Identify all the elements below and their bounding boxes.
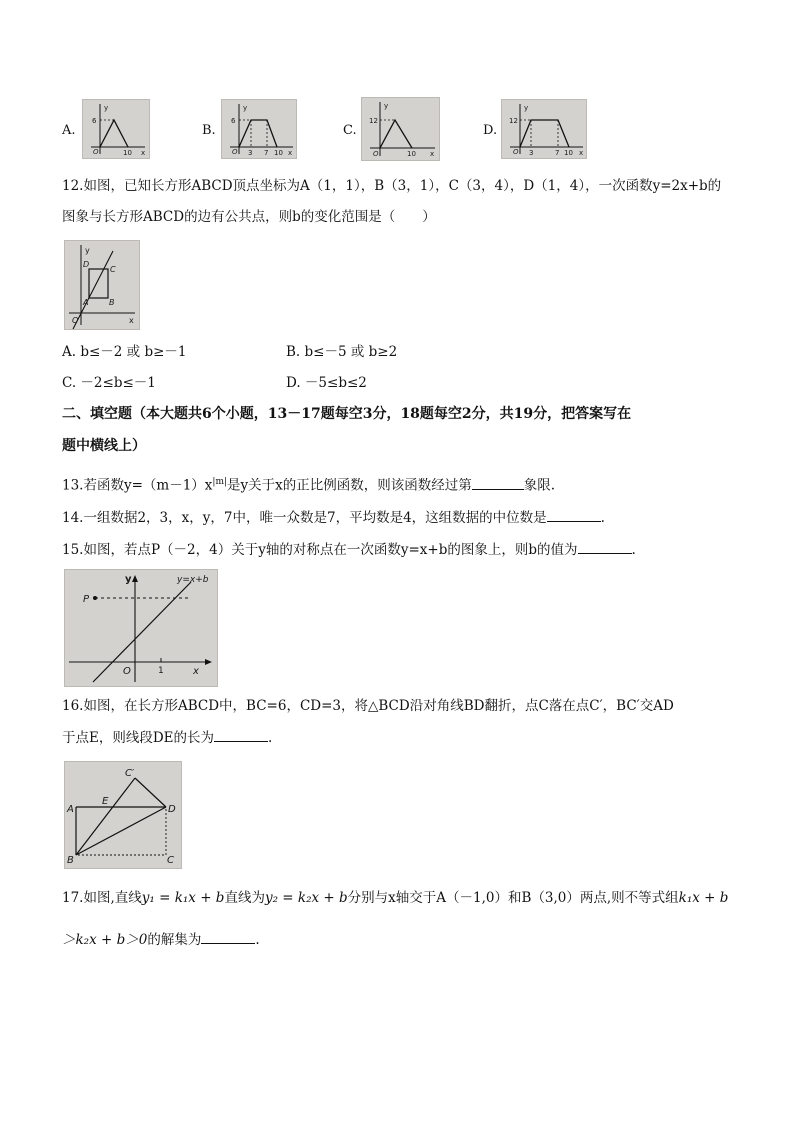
- svg-text:12: 12: [509, 117, 518, 125]
- q13-pre: 13.若函数y=（m－1）x: [62, 477, 213, 494]
- q15-answer-blank[interactable]: [578, 540, 632, 554]
- svg-text:B: B: [109, 298, 115, 307]
- q16-end: .: [268, 730, 273, 746]
- svg-text:10: 10: [123, 149, 132, 157]
- svg-text:x: x: [430, 150, 435, 158]
- svg-text:x: x: [288, 149, 293, 157]
- q17-mid1: 直线为: [224, 890, 265, 906]
- q15-figure: [64, 569, 218, 687]
- svg-text:O: O: [123, 666, 131, 677]
- svg-text:P: P: [83, 594, 90, 605]
- svg-text:A: A: [83, 298, 89, 307]
- q17-line2-eq: ＞k₂x + b＞0: [62, 932, 148, 948]
- q17-end: .: [255, 932, 260, 948]
- svg-text:6: 6: [92, 117, 97, 125]
- svg-text:3: 3: [248, 149, 253, 157]
- q12-figure: [64, 240, 140, 330]
- svg-text:y: y: [125, 574, 132, 585]
- svg-text:10: 10: [407, 150, 416, 158]
- graph-option-a: [82, 99, 150, 159]
- option-label: D.: [483, 123, 498, 138]
- section-heading-line2: 题中横线上）: [62, 438, 146, 454]
- q14-text: 14.一组数据2，3，x，y，7中，唯一众数是7，平均数是4，这组数据的中位数是: [62, 510, 547, 526]
- q15: [62, 540, 636, 560]
- q12-option-c: C. －2≤b≤－1: [62, 375, 156, 391]
- svg-text:O: O: [373, 150, 379, 158]
- q13-exponent: |m|: [212, 477, 228, 487]
- svg-text:O: O: [513, 148, 519, 156]
- q12-line1: 12.如图，已知长方形ABCD顶点坐标为A（1，1），B（3，1），C（3，4），D（1，4），一次函数y=2x+b的: [62, 178, 722, 194]
- q12-option-b: B. b≤－5 或 b≥2: [286, 344, 398, 360]
- svg-text:E: E: [102, 796, 109, 807]
- svg-text:y=x+b: y=x+b: [177, 575, 209, 585]
- q17-answer-blank[interactable]: [201, 930, 255, 944]
- q14: [62, 508, 605, 528]
- q16-line2-text: 于点E，则线段DE的长为: [62, 730, 215, 746]
- q12-line2: 图象与长方形ABCD的边有公共点，则b的变化范围是（ ）: [62, 209, 436, 225]
- graph-option-b: [221, 99, 297, 159]
- svg-text:O: O: [232, 148, 238, 156]
- svg-text:C: C: [110, 265, 116, 274]
- graph-option-d: [501, 99, 587, 159]
- q17-line2: [62, 930, 260, 950]
- q16-line2: [62, 728, 272, 748]
- q12-option-a: A. b≤－2 或 b≥－1: [62, 344, 187, 360]
- q17-mid2: 分别与x轴交于A（－1,0）和B（3,0）两点,则不等式组: [347, 890, 679, 906]
- svg-text:C′: C′: [125, 768, 135, 779]
- svg-text:10: 10: [564, 149, 573, 157]
- q15-text: 15.如图，若点P（－2，4）关于y轴的对称点在一次函数y=x+b的图象上，则b的值为: [62, 542, 578, 558]
- svg-text:6: 6: [231, 117, 236, 125]
- q16-figure: [64, 761, 182, 869]
- option-label: C.: [343, 123, 357, 138]
- svg-text:A: A: [67, 804, 74, 815]
- svg-text:x: x: [141, 149, 146, 157]
- q13-answer-blank[interactable]: [472, 476, 524, 490]
- svg-text:D: D: [83, 260, 90, 269]
- svg-text:10: 10: [274, 149, 283, 157]
- svg-text:x: x: [193, 666, 199, 677]
- svg-text:O: O: [93, 148, 99, 156]
- svg-text:7: 7: [555, 149, 560, 157]
- svg-text:y: y: [85, 246, 90, 255]
- svg-text:3: 3: [529, 149, 534, 157]
- svg-text:1: 1: [158, 666, 164, 676]
- svg-text:x: x: [579, 149, 584, 157]
- q17-pre: 17.如图,直线: [62, 890, 142, 906]
- section-heading-line1: 二、填空题（本大题共6个小题，13－17题每空3分，18题每空2分，共19分，把答案写在: [62, 406, 632, 422]
- q17-eq2: y₂ = k₂x + b: [264, 890, 348, 906]
- svg-text:O: O: [72, 316, 79, 325]
- svg-text:x: x: [129, 316, 134, 325]
- q14-end: .: [600, 510, 605, 526]
- svg-text:C: C: [167, 855, 174, 866]
- svg-text:y: y: [104, 104, 109, 112]
- svg-text:y: y: [384, 102, 389, 110]
- svg-text:D: D: [168, 804, 176, 815]
- q14-answer-blank[interactable]: [547, 508, 601, 522]
- q15-end: .: [631, 542, 636, 558]
- q12-option-d: D. －5≤b≤2: [286, 375, 367, 391]
- q17-eq3: k₁x + b: [678, 890, 729, 906]
- q16-line1: 16.如图，在长方形ABCD中，BC=6，CD=3，将△BCD沿对角线BD翻折，点C落在点C′，BC′交AD: [62, 698, 674, 714]
- option-label: B.: [202, 123, 216, 138]
- svg-text:B: B: [67, 855, 74, 866]
- graph-option-c: [361, 97, 440, 161]
- q17-line2-post: 的解集为: [147, 932, 202, 948]
- q13-end: 象限.: [523, 477, 556, 494]
- q13-post: 是y关于x的正比例函数，则该函数经过第: [227, 477, 472, 494]
- q16-answer-blank[interactable]: [214, 728, 268, 742]
- q17-line1: [62, 888, 728, 908]
- svg-text:12: 12: [369, 117, 378, 125]
- svg-text:7: 7: [264, 149, 269, 157]
- option-label: A.: [62, 123, 76, 138]
- q13: [62, 472, 555, 496]
- q17-eq1: y₁ = k₁x + b: [141, 890, 225, 906]
- svg-text:y: y: [243, 104, 248, 112]
- svg-text:y: y: [524, 104, 529, 112]
